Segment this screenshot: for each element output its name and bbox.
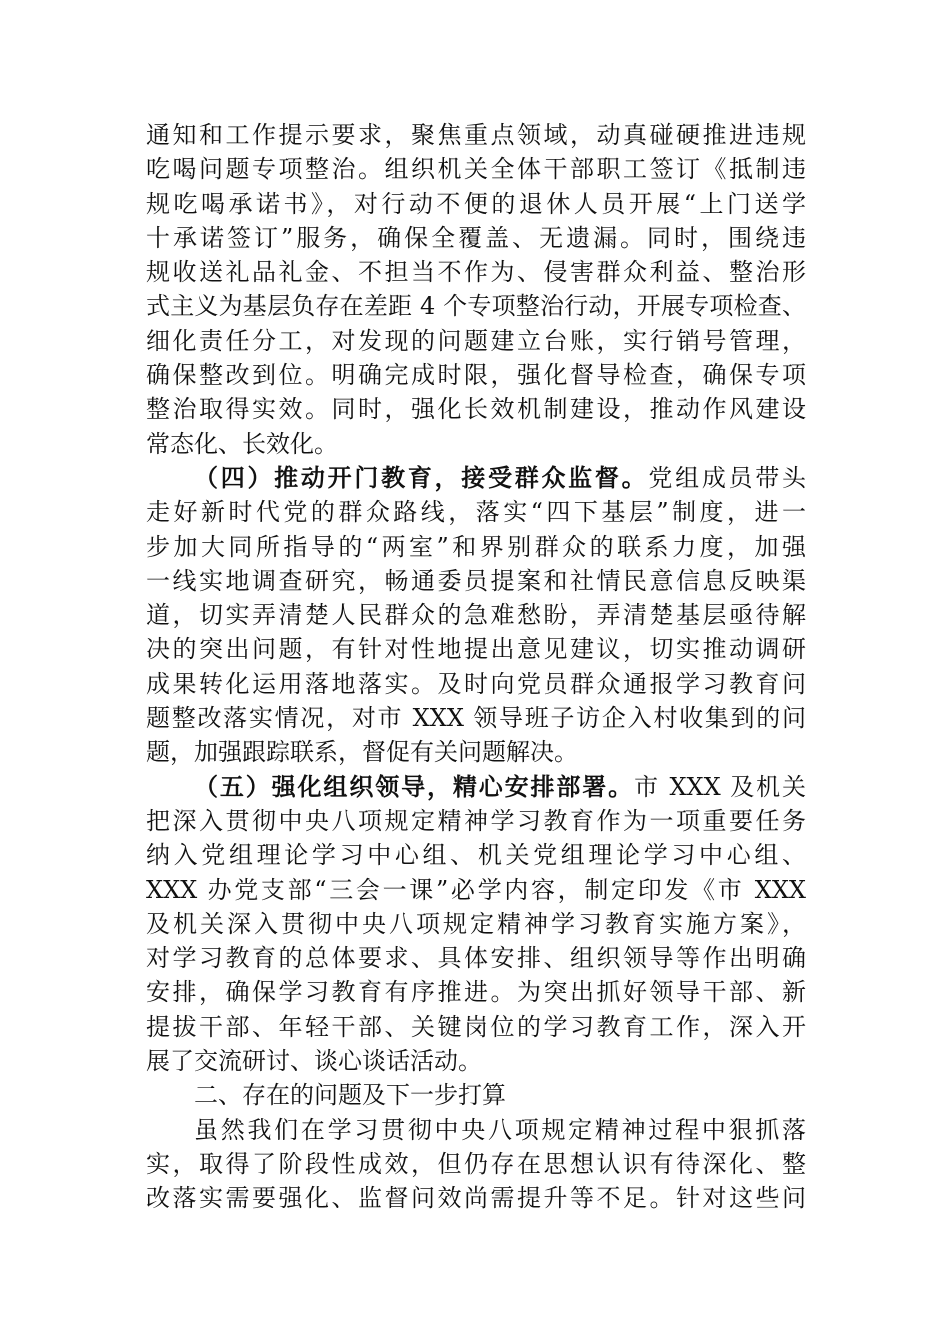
text-line: 十承诺签订”服务，确保全覆盖、无遗漏。同时，围绕违 xyxy=(146,223,806,252)
paragraph-4-title: （四）推动开门教育，接受群众监督。 xyxy=(194,462,649,492)
text-line: 成果转化运用落地落实。及时向党员群众通报学习教育问 xyxy=(146,669,806,698)
text-line: 展了交流研讨、谈心谈话活动。 xyxy=(146,1047,482,1076)
text-line: 对学习教育的总体要求、具体安排、组织领导等作出明确 xyxy=(146,944,806,973)
text-line: 纳入党组理论学习中心组、机关党组理论学习中心组、 xyxy=(146,841,806,870)
text-line: 规吃喝承诺书》，对行动不便的退休人员开展“上门送学 xyxy=(146,189,806,218)
text-line: 题整改落实情况，对市 XXX 领导班子访企入村收集到的问 xyxy=(146,704,806,733)
text-line: 确保整改到位。明确完成时限，强化督导检查，确保专项 xyxy=(146,361,806,390)
text-line: 及机关深入贯彻中央八项规定精神学习教育实施方案》， xyxy=(146,909,806,938)
text-line: 吃喝问题专项整治。组织机关全体干部职工签订《抵制违 xyxy=(146,155,806,184)
text-line: 题，加强跟踪联系，督促有关问题解决。 xyxy=(146,738,578,767)
paragraph-5-first-rest: 市 XXX 及机关 xyxy=(634,772,807,801)
paragraph-5-title: （五）强化组织领导，精心安排部署。 xyxy=(194,771,635,801)
text-line: 把深入贯彻中央八项规定精神学习教育作为一项重要任务 xyxy=(146,806,806,835)
section-heading: 二、存在的问题及下一步打算 xyxy=(194,1081,506,1110)
document-body xyxy=(146,118,806,1216)
text-line: 安排，确保学习教育有序推进。为突出抓好领导干部、新 xyxy=(146,978,806,1007)
text-line: 整治取得实效。同时，强化长效机制建设，推动作风建设 xyxy=(146,395,806,424)
text-line: 走好新时代党的群众路线，落实“四下基层”制度，进一 xyxy=(146,498,806,527)
text-line: 规收送礼品礼金、不担当不作为、侵害群众利益、整治形 xyxy=(146,258,806,287)
paragraph-5-first-line xyxy=(146,770,806,804)
text-line: 提拔干部、年轻干部、关键岗位的学习教育工作，深入开 xyxy=(146,1012,806,1041)
text-line: 细化责任分工，对发现的问题建立台账，实行销号管理， xyxy=(146,326,806,355)
text-line: 一线实地调查研究，畅通委员提案和社情民意信息反映渠 xyxy=(146,566,806,595)
text-line: 改落实需要强化、监督问效尚需提升等不足。针对这些问 xyxy=(146,1184,806,1213)
paragraph-4-first-rest: 党组成员带头 xyxy=(648,463,807,492)
paragraph-4-first-line xyxy=(146,461,806,495)
text-line: 道，切实弄清楚人民群众的急难愁盼，弄清楚基层亟待解 xyxy=(146,601,806,630)
text-line: 实，取得了阶段性成效，但仍存在思想认识有待深化、整 xyxy=(146,1149,806,1178)
text-line: XXX 办党支部“三会一课”必学内容，制定印发《市 XXX xyxy=(146,875,806,904)
text-line: 常态化、长效化。 xyxy=(146,429,338,458)
text-line: 通知和工作提示要求，聚焦重点领域，动真碰硬推进违规 xyxy=(146,121,806,149)
text-line: 虽然我们在学习贯彻中央八项规定精神过程中狠抓落 xyxy=(194,1115,806,1144)
text-line: 步加大同所指导的“两室”和界别群众的联系力度，加强 xyxy=(146,532,806,561)
text-line: 式主义为基层负存在差距 4 个专项整治行动，开展专项检查、 xyxy=(146,292,806,321)
text-line: 决的突出问题，有针对性地提出意见建议，切实推动调研 xyxy=(146,635,806,664)
